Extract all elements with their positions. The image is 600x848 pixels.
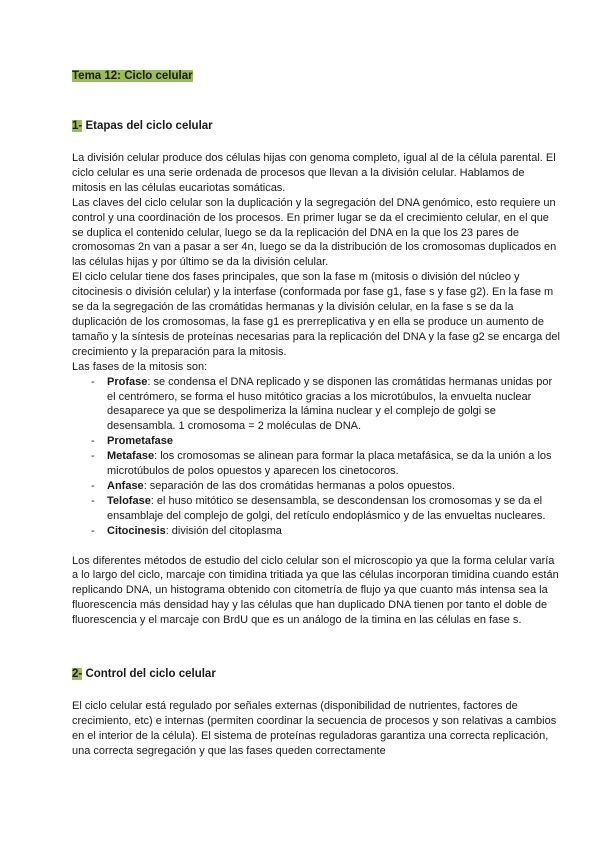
paragraph-4: Las fases de la mitosis son: (72, 360, 208, 373)
document-title (72, 68, 560, 84)
section-2-number: 2- (72, 668, 83, 681)
phase-term: Citocinesis (107, 524, 166, 537)
paragraph-5: Los diferentes métodos de estudio del ciclo celular son el microscopio ya que la forma celular varía a lo largo del ciclo, marcaje con timidina tritiada ya que las células incorporan timidina cuando están replicando DNA, un histograma obtenido con citometría de flujo ya que cuanto más intensa sea la fluorescencia más densidad hay y las células que han duplicado DNA tienen por tanto el doble de fluorescencia y el marcaje con BrdU que es un análogo de la timina en las células en fase s. (72, 554, 559, 627)
section-1-number: 1- (72, 120, 83, 132)
phase-text: : se condensa el DNA replicado y se disponen las cromátidas hermanas unidas por el centrómero, se forma el huso mitótico gracias a los microtúbulos, la envuelta nuclear desaparece ya que se despolimeriza la lámina nuclear y el complejo de golgi se desensambla. 1 cromosoma = 2 moléculas de DNA. (107, 375, 553, 433)
mitosis-phases-list (72, 375, 560, 539)
phase-term: Metafase (107, 450, 155, 463)
paragraph-2: Las claves del ciclo celular son la duplicación y la segregación del DNA genómico, esto requiere un control y una coordinación de los procesos. En primer lugar se da el crecimiento celular, en el que se duplica el contenido celular, luego se da la replicación del DNA en la que los 23 pares de cromosomas 2n van a pasar a ser 4n, luego se da la distribución de los cromosomas duplicados en las células hijas y por último se da la división celular. (72, 196, 557, 269)
phase-text: : división del citoplasma (165, 524, 282, 537)
phase-term: Prometafase (107, 435, 174, 448)
phase-term: Anfase (107, 479, 144, 492)
document-title-text: Tema 12: Ciclo celular (72, 70, 193, 82)
list-item-metafase (91, 449, 560, 479)
phase-text: : los cromosomas se alinean para formar la placa metafásica, se da la unión a los microtúbulos de polos opuestos y aparecen los cinetocoros. (107, 450, 552, 478)
list-item-anfase (91, 479, 560, 494)
phase-term: Telofase (107, 494, 151, 507)
phase-text: : el huso mitótico se desensambla, se descondensan los cromosomas y se da el ensamblaje del complejo de golgi, del retículo endoplásmico y de las envueltas nucleares. (107, 494, 546, 522)
phase-term: Profase (107, 375, 148, 388)
section-1-title: Etapas del ciclo celular (85, 120, 213, 132)
section-1-heading (72, 118, 560, 134)
paragraph-6: El ciclo celular está regulado por señales externas (disponibilidad de nutrientes, factores de crecimiento, etc) e internas (permiten coordinar la secuencia de procesos y son relativas a cambios en el interior de la célula). El sistema de proteínas reguladoras garantiza una correcta replicación, una correcta segregación y que las fases queden correctamente (72, 700, 557, 757)
section-2-heading (72, 666, 560, 682)
list-item-prometafase (91, 434, 560, 449)
list-item-profase (91, 375, 560, 435)
section-2-title: Control del ciclo celular (85, 668, 216, 681)
phase-text: : separación de las dos cromátidas hermanas a polos opuestos. (143, 479, 455, 492)
list-item-citocinesis (91, 524, 560, 539)
paragraph-3: El ciclo celular tiene dos fases principales, que son la fase m (mitosis o división del núcleo y citocinesis o división celular) y la interfase (conformada por fase g1, fase s y fase g2). En la fase m se da la segregación de las cromátidas hermanas y la división celular, en la fase s se da la duplicación de los cromosomas, la fase g1 es prerreplicativa y en ella se produce un aumento de tamaño y la síntesis de proteínas necesarias para la replicación del DNA y la fase g2 se encarga del crecimiento y la preparación para la mitosis. (72, 271, 560, 358)
paragraph-1: La división celular produce dos células hijas con genoma completo, igual al de la célula parental. El ciclo celular es una serie ordenada de procesos que llevan a la división celular. Hablamos de mitosis en las células eucariotas somáticas. (72, 152, 556, 194)
list-item-telofase (91, 494, 560, 524)
